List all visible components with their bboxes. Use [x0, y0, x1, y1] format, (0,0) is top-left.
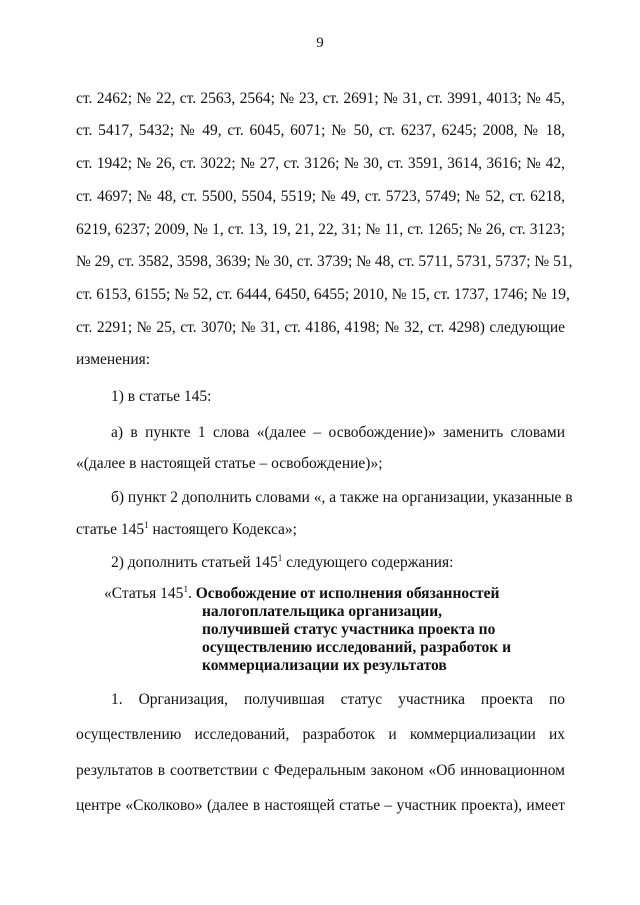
superscript-1: 1: [144, 520, 149, 530]
body-line-4: ст. 4697; № 48, ст. 5500, 5504, 5519; № 49, ст. 5723, 5749; № 52, ст. 6218,: [76, 188, 565, 205]
article-label-dot: .: [187, 585, 196, 602]
body-line-1: ст. 2462; № 22, ст. 2563, 2564; № 23, ст. 2691; № 31, ст. 3991, 4013; № 45,: [76, 90, 565, 107]
article-title-line-5: коммерциализации их результатов: [202, 657, 447, 674]
para-1-line-4: центре «Сколково» (далее в настоящей статье – участник проекта), имеет: [76, 797, 565, 814]
superscript-1: 1: [277, 553, 283, 563]
item-1a-line-2: «(далее в настоящей статье – освобождение)»;: [76, 455, 383, 472]
item-2-text-tail: следующего содержания:: [282, 554, 454, 571]
article-heading-row-1: [104, 585, 511, 603]
body-line-9: изменения:: [76, 351, 151, 368]
para-1-line-2: осуществлению исследований, разработок и коммерциализации их: [76, 726, 565, 743]
body-line-5: 6219, 6237; 2009, № 1, ст. 13, 19, 21, 22, 31; № 11, ст. 1265; № 26, ст. 3123;: [76, 221, 565, 238]
body-line-6: № 29, ст. 3582, 3598, 3639; № 30, ст. 3739; № 48, ст. 5711, 5731, 5737; № 51,: [76, 253, 573, 270]
article-title-line-2: налогоплательщика организации,: [202, 603, 443, 620]
article-label: «Статья 145: [104, 585, 184, 602]
article-title-line-3: получившей статус участника проекта по: [202, 621, 496, 638]
article-heading: [104, 585, 511, 675]
article-title-line-4: осуществлению исследований, разработок и: [202, 639, 512, 656]
item-2-text: 2) дополнить статьей 145: [111, 554, 278, 571]
body-line-2: ст. 5417, 5432; № 49, ст. 6045, 6071; № 50, ст. 6237, 6245; 2008, № 18,: [76, 122, 565, 139]
body-line-7: ст. 6153, 6155; № 52, ст. 6444, 6450, 6455; 2010, № 15, ст. 1737, 1746; № 19,: [76, 286, 570, 303]
item-1b-line-1: б) пункт 2 дополнить словами «, а также на организации, указанные в: [111, 489, 573, 506]
page-number: 9: [316, 35, 324, 51]
para-1-line-1: 1. Организация, получившая статус участника проекта по: [111, 691, 565, 708]
item-1a-line-1: а) в пункте 1 слова «(далее – освобождение)» заменить словами: [111, 424, 565, 441]
item-1: 1) в статье 145:: [111, 388, 212, 405]
item-1b-line-2: [76, 521, 297, 539]
body-line-3: ст. 1942; № 26, ст. 3022; № 27, ст. 3126; № 30, ст. 3591, 3614, 3616; № 42,: [76, 155, 565, 172]
para-1-line-3: результатов в соответствии с Федеральным законом «Об инновационном: [76, 762, 565, 779]
item-1b-text: статье 145: [76, 521, 145, 538]
body-line-8: ст. 2291; № 25, ст. 3070; № 31, ст. 4186, 4198; № 32, ст. 4298) следующие: [76, 319, 565, 336]
item-1b-text-tail: настоящего Кодекса»;: [148, 521, 297, 538]
superscript-1: 1: [183, 584, 188, 594]
item-2: [111, 554, 453, 572]
article-title-line-1: Освобождение от исполнения обязанностей: [195, 585, 500, 602]
